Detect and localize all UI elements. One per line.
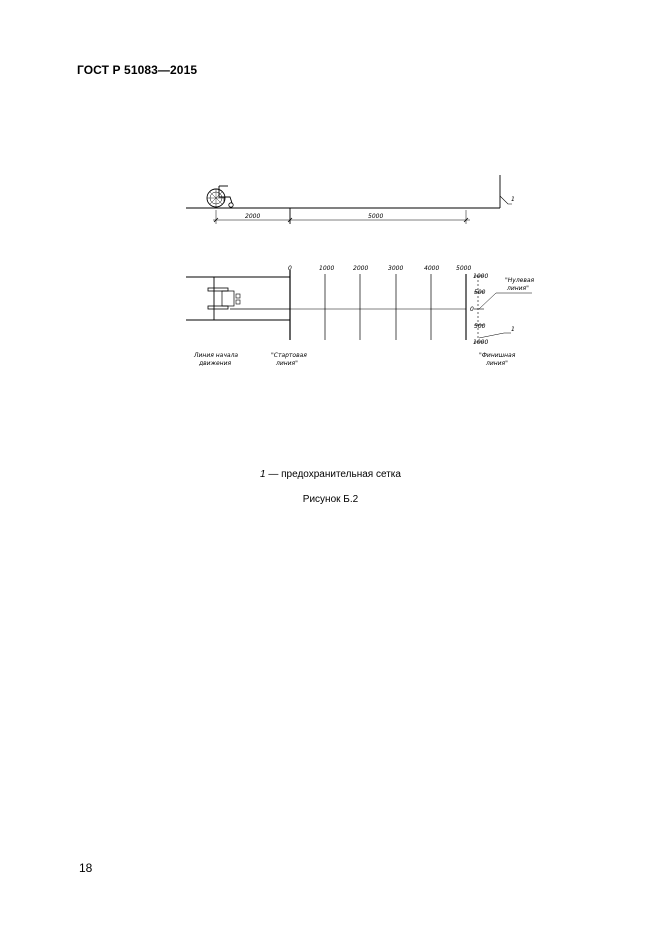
- distance-mark: 1000: [319, 265, 335, 272]
- wheelchair-top-icon: [208, 288, 240, 309]
- distance-mark: 4000: [424, 265, 440, 272]
- start-line-label: линия": [276, 360, 298, 367]
- item-number-label: 1: [511, 326, 515, 333]
- offset-mark: 500: [474, 289, 486, 296]
- figure-caption: Рисунок Б.2: [302, 494, 359, 505]
- item-number-label: 1: [511, 196, 515, 203]
- page-number: 18: [79, 861, 93, 875]
- legend-number: 1: [260, 469, 266, 480]
- offset-mark: 0: [470, 306, 474, 313]
- finish-line-label: линия": [486, 360, 508, 367]
- distance-mark: 3000: [388, 265, 404, 272]
- distance-mark: 0: [288, 265, 292, 272]
- side-view-drawing: [186, 175, 515, 224]
- offset-mark: 1000: [473, 273, 489, 280]
- distance-mark: 5000: [456, 265, 472, 272]
- dimension-label: 2000: [245, 213, 261, 220]
- start-motion-label: Линия начала: [194, 352, 239, 359]
- offset-mark: 500: [474, 323, 486, 330]
- dimension-label: 5000: [368, 213, 384, 220]
- distance-mark: 2000: [353, 265, 369, 272]
- document-header: ГОСТ Р 51083—2015: [77, 63, 198, 77]
- plan-view-drawing: [186, 265, 535, 367]
- figure-legend: [0, 469, 661, 480]
- offset-mark: 1000: [473, 339, 489, 346]
- start-line-label: "Стартовая: [271, 352, 307, 359]
- zero-line-label: "Нулевая: [505, 277, 535, 284]
- wheelchair-icon: [207, 186, 233, 207]
- legend-text: — предохранительная сетка: [265, 469, 401, 480]
- zero-line-label: линия": [507, 285, 529, 292]
- finish-line-label: "Финишная: [479, 352, 516, 359]
- start-motion-label: движения: [199, 360, 232, 367]
